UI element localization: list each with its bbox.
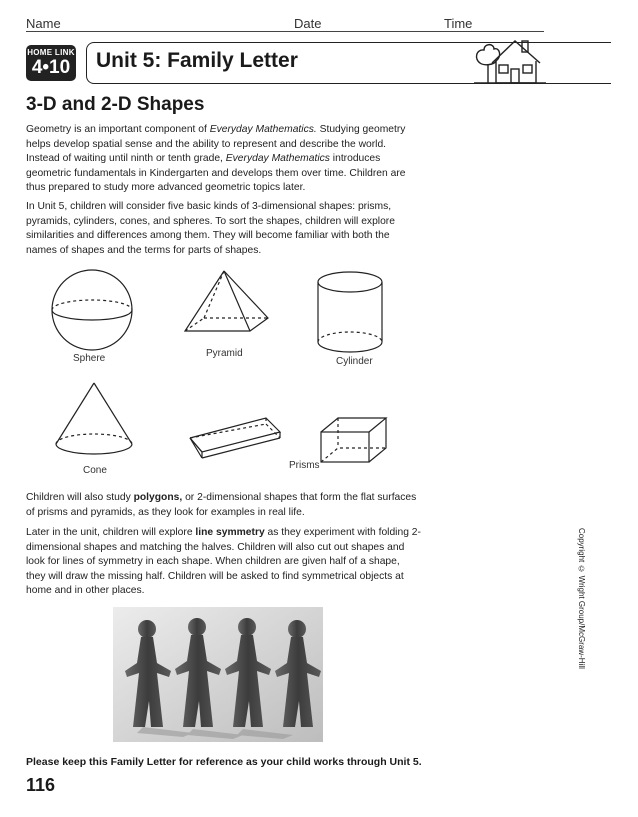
- paper-doll-chain-image: [113, 607, 323, 742]
- page-title: Unit 5: Family Letter: [96, 49, 298, 72]
- pyramid-illustration: [180, 268, 274, 340]
- intro-p1-text-c: introduces geometric fundamentals in Kindergarten and develops them over time. Children are thus prepared to study more advanced geometric topics later.: [26, 153, 406, 194]
- time-label: Time: [444, 16, 473, 31]
- badge-number: 4•10: [31, 57, 71, 78]
- cylinder-label: Cylinder: [336, 356, 373, 367]
- name-label: Name: [26, 16, 61, 31]
- sphere-label: Sphere: [73, 353, 106, 364]
- p4-text-a: Later in the unit, children will explore: [26, 527, 196, 538]
- paper-doll-chain-photo: [113, 607, 323, 742]
- intro-p1-em-2: Everyday Mathematics: [225, 153, 330, 165]
- polygons-paragraph: [26, 491, 421, 520]
- triangular-prism-illustration: [186, 412, 282, 462]
- page-number: 116: [26, 775, 56, 795]
- p3-text-a: Children will also study: [26, 492, 134, 503]
- intro-p2-text: In Unit 5, children will consider five basic kinds of 3-dimensional shapes: prisms, pyramids, cylinders, cones, and spheres. To sort the shapes, children will explore similarities and differences among them. They will become familiar with both the names of shapes and the terms for parts of shapes.: [26, 201, 395, 256]
- intro-p1-text-a: Geometry is an important component of: [26, 124, 210, 135]
- badge-top-text: HOME LINK: [27, 48, 75, 57]
- p3-text-b: or 2-dimensional shapes that form the flat surfaces of prisms and pyramids, as they look for examples in real life.: [26, 492, 417, 518]
- home-link-badge: [26, 45, 76, 81]
- header-rule: [26, 31, 544, 32]
- house-icon: [470, 33, 548, 89]
- section-heading: 3-D and 2-D Shapes: [26, 94, 205, 115]
- symmetry-paragraph: [26, 526, 421, 599]
- p4-bold-term: line symmetry: [195, 527, 265, 538]
- cone-label: Cone: [83, 465, 107, 476]
- intro-p1-em-1: Everyday Mathematics.: [209, 124, 317, 135]
- p3-bold-term: polygons,: [133, 492, 183, 503]
- p4-text-b: as they experiment with folding 2-dimensional shapes and matching the halves. Children will also cut out shapes and look for lines of symmetry in each shape. When children are given half of a shape, they will draw the missing half. Children will be asked to find symmetrical objects at home and in other places.: [26, 527, 421, 597]
- footer-reference-note: Please keep this Family Letter for reference as your child works through Unit 5.: [26, 756, 422, 768]
- cylinder-illustration: [312, 268, 388, 356]
- rectangular-prism-illustration: [318, 414, 390, 466]
- cone-illustration: [52, 380, 136, 460]
- sphere-illustration: [40, 262, 150, 352]
- intro-paragraph-1: [26, 123, 421, 196]
- intro-paragraph-2: [26, 200, 421, 258]
- intro-p1-text-b: Studying geometry helps develop spatial sense and the ability to represent and describe the world. Instead of waiting until ninth or tenth grade,: [26, 124, 406, 165]
- pyramid-label: Pyramid: [206, 348, 243, 359]
- prisms-label: Prisms: [289, 460, 320, 471]
- copyright-notice: Copyright © Wright Group/McGraw-Hill: [577, 528, 586, 669]
- date-label: Date: [294, 16, 322, 31]
